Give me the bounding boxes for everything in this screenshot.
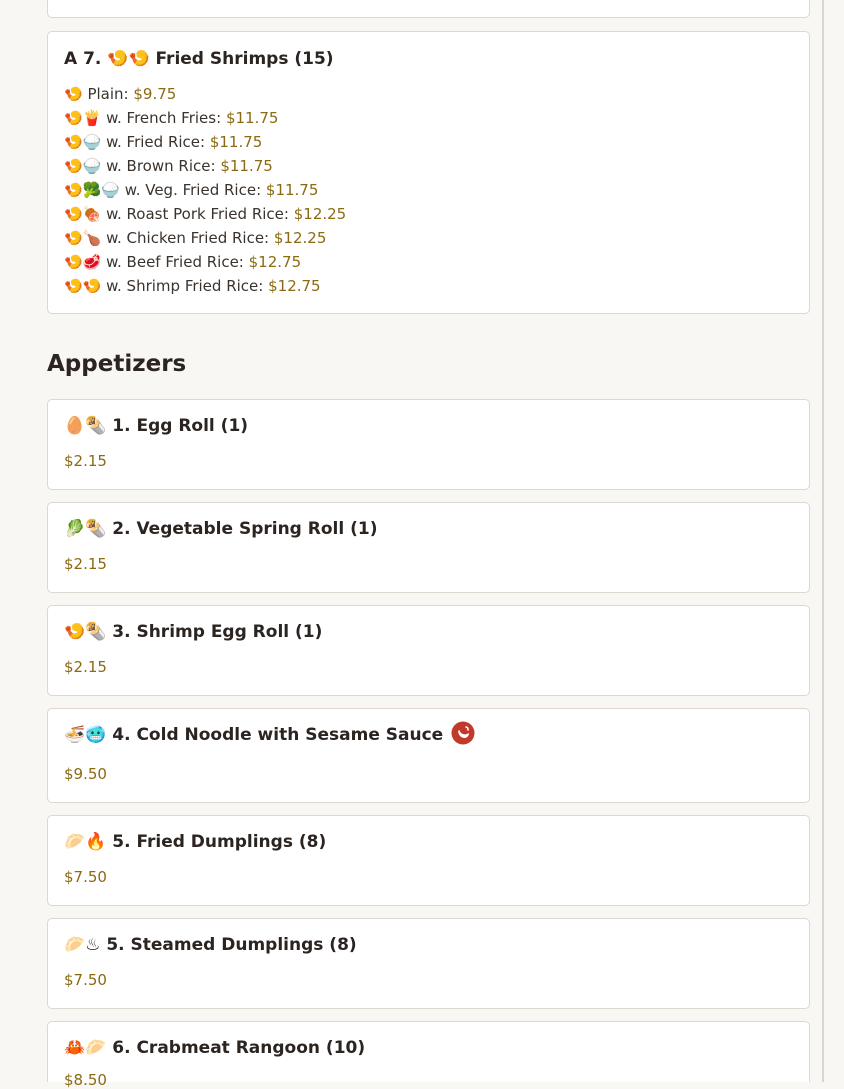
option-beef-fried-rice[interactable] — [64, 250, 346, 274]
option-shrimp-fried-rice[interactable] — [64, 274, 346, 298]
option-roast-pork-fried-rice[interactable] — [64, 202, 346, 226]
option-label: 🍤🍗 w. Chicken Fried Rice: — [64, 229, 270, 247]
option-label: 🍤🍟 w. French Fries: — [64, 109, 222, 127]
option-price: $9.75 — [133, 85, 177, 103]
menu-item-title-row — [64, 723, 475, 747]
option-list — [64, 82, 346, 298]
menu-item-title: A 7. 🍤🍤 Fried Shrimps (15) — [64, 49, 334, 69]
menu-item-price: $2.15 — [64, 658, 107, 676]
option-veg-fried-rice[interactable] — [64, 178, 346, 202]
option-label: 🍤🍚 w. Fried Rice: — [64, 133, 206, 151]
menu-item-title: 🍜🥶 4. Cold Noodle with Sesame Sauce — [64, 725, 444, 745]
menu-item-card-egg-roll[interactable] — [47, 399, 810, 490]
scrollbar[interactable] — [822, 0, 824, 1082]
option-plain[interactable] — [64, 82, 346, 106]
option-price: $12.75 — [268, 277, 321, 295]
menu-item-card-fried-dumplings[interactable] — [47, 815, 810, 906]
option-price: $12.25 — [293, 205, 347, 223]
option-price: $11.75 — [225, 109, 279, 127]
option-label: 🍤 Plain: — [64, 85, 129, 103]
spicy-pepper-icon — [451, 721, 475, 745]
menu-item-price: $8.50 — [64, 1071, 107, 1089]
option-fried-rice[interactable] — [64, 130, 346, 154]
option-label: 🍤🍖 w. Roast Pork Fried Rice: — [64, 205, 289, 223]
menu-item-card-shrimp-egg-roll[interactable] — [47, 605, 810, 696]
option-price: $11.75 — [265, 181, 319, 199]
menu-item-title: 🥟♨ 5. Steamed Dumplings (8) — [64, 935, 357, 955]
option-label: 🍤🍚 w. Brown Rice: — [64, 157, 216, 175]
menu-item-card-steamed-dumplings[interactable] — [47, 918, 810, 1009]
option-price: $11.75 — [220, 157, 273, 175]
menu-item-title: 🥟🔥 5. Fried Dumplings (8) — [64, 832, 327, 852]
option-brown-rice[interactable] — [64, 154, 346, 178]
option-label: 🍤🍤 w. Shrimp Fried Rice: — [64, 277, 264, 295]
option-price: $12.25 — [273, 229, 327, 247]
menu-item-price: $2.15 — [64, 452, 107, 470]
option-label: 🍤🥩 w. Beef Fried Rice: — [64, 253, 244, 271]
menu-item-card-vegetable-spring-roll[interactable] — [47, 502, 810, 593]
menu-item-card-fried-shrimps[interactable] — [47, 31, 810, 314]
option-french-fries[interactable] — [64, 106, 346, 130]
menu-item-card-crabmeat-rangoon[interactable] — [47, 1021, 810, 1089]
menu-item-title: 🍤🌯 3. Shrimp Egg Roll (1) — [64, 622, 323, 642]
option-chicken-fried-rice[interactable] — [64, 226, 346, 250]
menu-item-title: 🥚🌯 1. Egg Roll (1) — [64, 416, 249, 436]
option-price: $12.75 — [248, 253, 302, 271]
section-heading: Appetizers — [47, 351, 187, 377]
menu-item-card-partial[interactable] — [47, 0, 810, 18]
menu-item-price: $9.50 — [64, 765, 107, 783]
menu-item-card-cold-noodle[interactable] — [47, 708, 810, 803]
menu-item-price: $7.50 — [64, 971, 107, 989]
option-price: $11.75 — [209, 133, 263, 151]
menu-item-title: 🥬🌯 2. Vegetable Spring Roll (1) — [64, 519, 378, 539]
menu-item-title: 🦀🥟 6. Crabmeat Rangoon (10) — [64, 1038, 366, 1058]
menu-item-price: $2.15 — [64, 555, 107, 573]
menu-item-price: $7.50 — [64, 868, 107, 886]
option-label: 🍤🥦🍚 w. Veg. Fried Rice: — [64, 181, 262, 199]
